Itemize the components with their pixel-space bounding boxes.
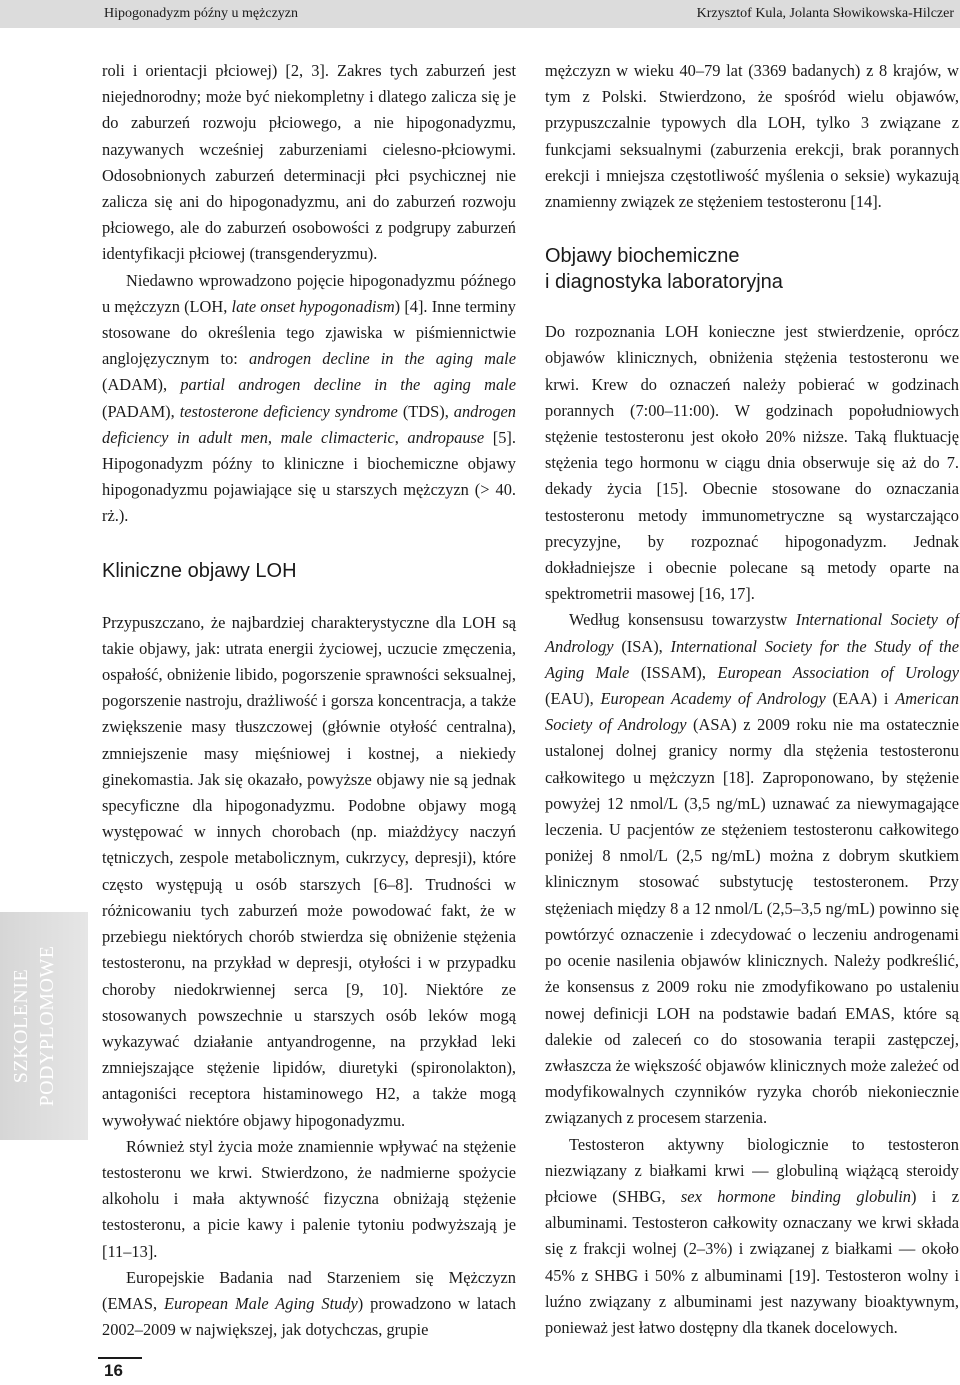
section-heading: Objawy biochemiczne i diagnostyka laboratoryjna — [545, 245, 783, 294]
section-tab-label: SZKOLENIE PODYPLOMOWE — [10, 945, 58, 1107]
page-number: 16 — [104, 1361, 123, 1380]
paragraph: Niedawno wprowadzono pojęcie hipogonadyzmu późnego u mężczyzn (LOH, late onset hypogonadism) [4]. Inne terminy stosowane do określenia tego zjawiska w piśmiennictwie anglojęzycznym to: androgen decline in the aging male (ADAM), partial androgen decline in the aging male (PADAM), testosterone deficiency syndrome (TDS), androgen deficiency in adult men, male climacteric, andropause [5]. Hipogonadyzm późny to kliniczne i biochemiczne objawy hipogonadyzmu pojawiające się u starszych mężczyzn (> 40. rż.). — [102, 270, 517, 526]
paragraph: Do rozpoznania LOH konieczne jest stwierdzenie, oprócz objawów klinicznych, obniżenia stężenia testosteronu we krwi. Krew do oznaczeń należy pobierać w godzinach porannych (7:00–11:00). W godzinach popołudniowych stężenie testosteronu jest około 20% niższe. Taką fluktuację stężenia tego hormonu w ciągu dnia obserwuje się aż do 7. dekady życia [15]. Obecnie stosowane do oznaczania testosteronu metody immunometryczne są wystarczająco precyzyjne, by rozpoznać hipogonadyzm. Jednak dokładniejsze i obecnie polecane są metody oparte na spektrometrii masowej [16, 17]. — [545, 322, 959, 604]
paragraph: roli i orientacji płciowej) [2, 3]. Zakres tych zaburzeń jest niejednorodny; może być niekompletny i dlatego zalicza się je do zaburzeń rozwoju płciowego, a nie hipogonadyzmu, nazywanych wcześniej zaburzeniami cielesno-płciowymi. Odosobnionych zaburzeń determinacji płci psychicznej nie zalicza się ani do hipogonadyzmu, ani do zaburzeń rozwoju płciowego, ale do zaburzeń osobowości z podgrupy zaburzeń identyfikacji płciowej (transgenderyzmu). — [102, 61, 516, 264]
paragraph: Europejskie Badania nad Starzeniem się Mężczyzn (EMAS, European Male Aging Study) prowadzono w latach 2002–2009 w największej, jak dotychczas, grupie — [102, 1267, 517, 1340]
right-column — [545, 58, 959, 1341]
page-number-rule — [98, 1357, 142, 1359]
section-heading: Kliniczne objawy LOH — [102, 559, 297, 582]
paragraph: Również styl życia może znamiennie wpływać na stężenie testosteronu we krwi. Stwierdzono, że nadmierne spożycie alkoholu i mała aktywność fizyczna obniżają stężenie testosteronu, a picie kawy i palenie tytoniu podwyższają je [11–13]. — [102, 1136, 516, 1261]
paragraph: mężczyzn w wieku 40–79 lat (3369 badanych) z 8 krajów, w tym z Polski. Stwierdzono, że spośród wielu objawów, przypuszczalnie typowych dla LOH, tylko 3 związane z funkcjami seksualnymi (zaburzenia erekcji, brak porannych erekcji i mniejsza częstotliwość myślenia o seksie) wykazują znamienny związek ze stężeniem testosteronu [14]. — [545, 61, 959, 212]
paragraph: Według konsensusu towarzystw International Society of Andrology (ISA), International Society for the Study of the Aging Male (ISSAM), European Association of Urology (EAU), European Academy of Andrology (EAA) i American Society of Andrology (ASA) z 2009 roku nie ma ostatecznie ustalonej dolnej granicy normy dla stężenia testosteronu całkowitego u mężczyzn [18]. Zaproponowano, by stężenie powyżej 12 nmol/L (3,5 ng/mL) uznawać za niewymagające leczenia. U pacjentów ze stężeniem testosteronu całkowitego poniżej 8 nmol/L (2,5 ng/mL) można z dobrym skutkiem klinicznym stosować substytucję testosteronem. Przy stężeniach między 8 a 12 nmol/L (2,5–3,5 ng/mL) powinno się powtórzyć oznaczenie i zdecydować o leczeniu androgenami po ocenie nasilenia objawów klinicznych. Należy podkreślić, że konsensus z 2009 roku nie zmodyfikowano po ustaleniu nowej definicji LOH na podstawie badań EMAS, które są dalekie od zaleceń co do stosowania terapii zastępczej, zwłaszcza że większość objawów klinicznych może zależeć od modyfikowalnych czynników ryzyka chorób niekoniecznie związanych z procesem starzenia. — [545, 610, 960, 1128]
running-header — [0, 0, 960, 28]
header-authors: Krzysztof Kula, Jolanta Słowikowska-Hilczer — [696, 6, 954, 21]
paragraph: Przypuszczano, że najbardziej charakterystyczne dla LOH są takie objawy, jak: utrata energii życiowej, uczucie zmęczenia, ospałość, obniżenie libido, pogorszenie sprawności seksualnej, pogorszenie nastroju, drażliwość i gorsza koncentracja, a także zwiększenie masy tłuszczowej (głównie otyłość centralna), zmniejszenie masy mięśniowej i kostnej, a niekiedy ginekomastia. Jak się okazało, powyższe objawy nie są jednak specyficzne dla hipogonadyzmu. Podobne objawy mogą występować w innych chorobach (np. miażdżycy naczyń tętniczych, zespole metabolicznym, cukrzycy, depresji), które często występują u osób starszych [6–8]. Trudności w różnicowaniu tych zaburzeń może powodować fakt, że w przebiegu niektórych chorób stwierdza się obniżenie stężenia testosteronu, na przykład w depresji, otyłości i w przypadku choroby niedokrwiennej serca [9, 10]. Niektóre ze stosowanych powszechnie u starszych osób leków mogą wykazywać działanie antyandrogenne, na przykład leki zmniejszające stężenie lipidów, diuretyki (spironolakton), antagoniści receptora histaminowego H2, a także mogą wywoływać niektóre objawy hipogonadyzmu. — [102, 612, 516, 1130]
paragraph: Testosteron aktywny biologicznie to testosteron niezwiązany z białkami krwi — globuliną wiążącą steroidy płciowe (SHBG, sex hormone binding globulin) i z albuminami. Testosteron całkowity oznaczany we krwi składa się z frakcji wolnej (2–3%) i związanej z białkami — około 45% z SHBG i 50% z albuminami [19]. Testosteron wolny i luźno związany z albuminami jest nazywany bioaktywnym, ponieważ jest łatwo dostępny dla tkanek docelowych. — [545, 1134, 960, 1337]
left-column — [102, 58, 516, 1343]
header-article-title: Hipogonadyzm późny u mężczyzn — [104, 6, 298, 21]
